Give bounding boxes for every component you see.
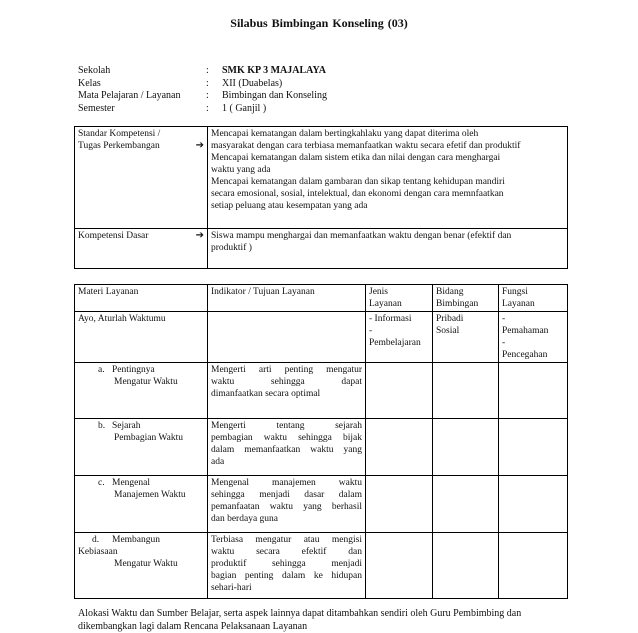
kompetensi-line: produktif ): [211, 243, 252, 253]
standar-content-cell: [208, 127, 568, 229]
materi-cell: a. Pentingnya Mengatur Waktu: [75, 363, 208, 419]
empty-cell: [208, 312, 366, 363]
materi-cell: b. Sejarah Pembagian Waktu: [75, 419, 208, 476]
header-fungsi: Fungsi Layanan: [499, 285, 568, 312]
standar-line: waktu yang ada: [211, 165, 271, 175]
info-row-mata-pelajaran: [78, 90, 327, 103]
info-label: Kelas: [78, 77, 101, 89]
standar-line: Mencapai kematangan dalam sistem etika dan nilai dengan cara menghargai: [211, 153, 501, 163]
header-indikator: Indikator / Tujuan Layanan: [208, 285, 366, 312]
info-row-kelas: [78, 78, 327, 91]
item-letter: d.: [92, 535, 100, 545]
topic-cell: Ayo, Aturlah Waktumu: [75, 312, 208, 363]
fungsi-cell: - Pemahaman - Pencegahan: [499, 312, 568, 363]
table-header-row: [75, 285, 568, 312]
standar-line: secara emosional, sosial, intelektual, dan ekonomi dengan cara memnfaatkan: [211, 189, 504, 199]
standar-line: Mencapai kematangan dalam gambaran dan sikap tentang kehidupan mandiri: [211, 177, 505, 187]
standar-line: setiap peluang atau kesempatan yang ada: [211, 201, 368, 211]
info-block: [78, 65, 327, 115]
item-letter: a.: [98, 365, 105, 375]
standar-line: masyarakat dengan cara terbiasa memanfaatkan waktu secara efetif dan produktif: [211, 141, 521, 151]
table-row: [75, 533, 568, 599]
standar-label-line: Tugas Perkembangan: [78, 141, 160, 151]
table-row-topic: [75, 312, 568, 363]
header-bidang: Bidang Bimbingan: [433, 285, 499, 312]
table-row: [75, 476, 568, 533]
kompetensi-content-cell: [208, 229, 568, 269]
header-materi: Materi Layanan: [75, 285, 208, 312]
bidang-cell: Pribadi Sosial: [433, 312, 499, 363]
info-label: Mata Pelajaran / Layanan: [78, 90, 181, 101]
indikator-cell: Mengerti arti penting mengatur waktu sehingga dapat dimanfaatkan secara optimal: [208, 363, 366, 419]
info-colon: :: [206, 102, 209, 114]
material-table: [74, 284, 568, 599]
competency-table: [74, 126, 568, 269]
arrow-right-icon: ➔: [195, 230, 204, 241]
arrow-right-icon: ➔: [195, 140, 204, 151]
standar-label-line: Standar Kompetensi /: [78, 129, 161, 139]
standar-label-cell: [75, 127, 208, 229]
indikator-cell: Mengerti tentang sejarah pembagian waktu sehingga bijak dalam memanfaatkan waktu yang ada: [208, 419, 366, 476]
indikator-cell: Mengenal manajemen waktu sehingga menjadi dasar dalam pemanfaatan waktu yang berhasil dan berdaya guna: [208, 476, 366, 533]
standar-line: Mencapai kematangan dalam bertingkahlaku yang dapat diterima oleh: [211, 129, 479, 139]
materi-cell: d. Membangun Kebiasaan Mengatur Waktu: [75, 533, 208, 599]
header-jenis: Jenis Layanan: [366, 285, 433, 312]
kompetensi-label-cell: [75, 229, 208, 269]
footer-note: Alokasi Waktu dan Sumber Belajar, serta aspek lainnya dapat ditambahkan sendiri oleh Guru Pembimbing dan dikembangkan lagi dalam Rencana Pelaksanaan Layanan: [78, 608, 522, 632]
materi-cell: c. Mengenal Manajemen Waktu: [75, 476, 208, 533]
info-colon: :: [206, 65, 209, 76]
info-label: Semester: [78, 102, 115, 114]
jenis-cell: - Informasi - Pembelajaran: [366, 312, 433, 363]
kompetensi-label: Kompetensi Dasar: [78, 231, 149, 241]
info-value: Bimbingan dan Konseling: [222, 90, 327, 101]
info-colon: :: [206, 90, 209, 101]
info-value: SMK KP 3 MAJALAYA: [222, 65, 326, 76]
info-row-semester: [78, 103, 327, 116]
document-title: Silabus Bimbingan Konseling (03): [230, 16, 408, 30]
info-row-sekolah: [78, 65, 327, 78]
item-letter: c.: [98, 478, 105, 488]
table-row: [75, 363, 568, 419]
info-colon: :: [206, 77, 209, 89]
item-letter: b.: [98, 421, 106, 431]
info-value: 1 ( Ganjil ): [222, 102, 267, 114]
info-value: XII (Duabelas): [222, 77, 283, 89]
table-row: [75, 419, 568, 476]
indikator-cell: Terbiasa mengatur atau mengisi waktu secara efektif dan produktif sehingga menjadi bagian penting dalam ke hidupan sehari-hari: [208, 533, 366, 599]
kompetensi-line: Siswa mampu menghargai dan memanfaatkan waktu dengan benar (efektif dan: [211, 231, 512, 241]
info-label: Sekolah: [78, 65, 111, 76]
